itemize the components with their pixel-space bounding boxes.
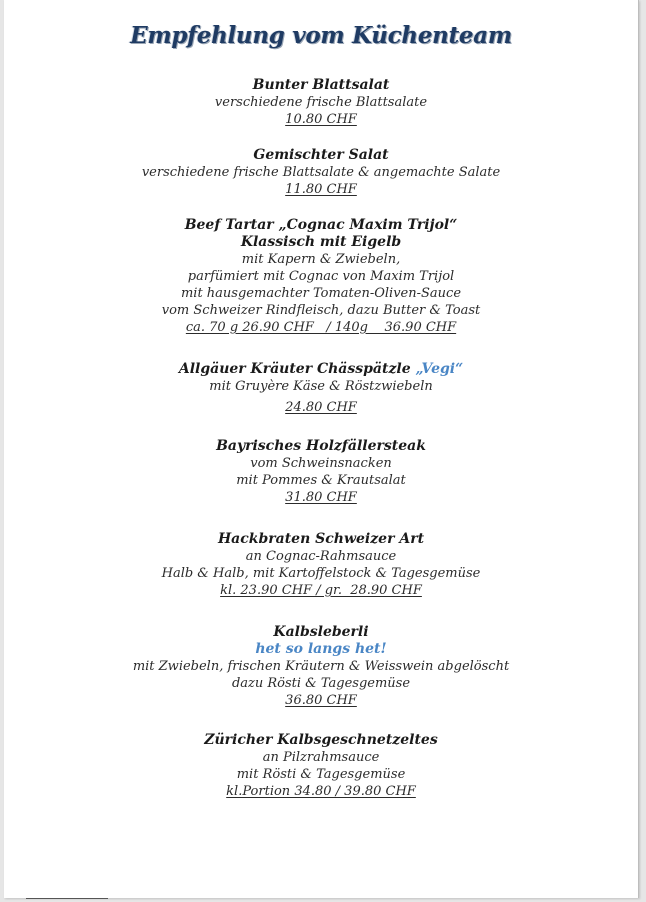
- dish-title: Kalbsleberli: [273, 624, 369, 640]
- dish-tagline: het so langs het!: [255, 641, 387, 657]
- dish-title: Beef Tartar „Cognac Maxim Trijol“: [184, 217, 458, 233]
- dish-description: mit Rösti & Tagesgemüse: [236, 767, 406, 782]
- dish-description: mit Pommes & Krautsalat: [236, 473, 406, 488]
- dish-description: verschiedene frische Blattsalate & angemachte Salate: [141, 165, 501, 180]
- dish-description: mit Zwiebeln, frischen Kräutern & Weisswein abgelöscht: [132, 659, 510, 674]
- menu-item-beef-tartar: [4, 217, 638, 336]
- dish-price: 31.80 CHF: [285, 490, 357, 505]
- dish-description: dazu Rösti & Tagesgemüse: [231, 676, 411, 691]
- dish-description: mit Kapern & Zwiebeln,: [241, 252, 401, 267]
- dish-description: Halb & Halb, mit Kartoffelstock & Tagesgemüse: [161, 566, 481, 581]
- dish-price: ca. 70 g 26.90 CHF / 140g 36.90 CHF: [185, 320, 457, 335]
- dish-description: vom Schweizer Rindfleisch, dazu Butter & Toast: [161, 303, 481, 318]
- dish-description: verschiedene frische Blattsalate: [214, 95, 428, 110]
- dish-description: parfümiert mit Cognac von Maxim Trijol: [187, 269, 455, 284]
- menu-item-kalbsgeschnetzeltes: [4, 732, 638, 800]
- dish-title: Gemischter Salat: [253, 147, 389, 163]
- dish-description: an Pilzrahmsauce: [262, 750, 380, 765]
- dish-price: 10.80 CHF: [285, 112, 357, 127]
- page-title: Empfehlung vom Küchenteam: [130, 22, 512, 49]
- dish-description: vom Schweinsnacken: [250, 456, 392, 471]
- menu-page: [4, 0, 639, 898]
- menu-item-gemischter-salat: [4, 147, 638, 198]
- dish-description: an Cognac-Rahmsauce: [245, 549, 397, 564]
- dish-price: kl.Portion 34.80 / 39.80 CHF: [226, 784, 416, 799]
- dish-title: Bayrisches Holzfällersteak: [216, 438, 426, 454]
- menu-item-hackbraten: [4, 531, 638, 599]
- dish-price: 36.80 CHF: [285, 693, 357, 708]
- dish-title: Züricher Kalbsgeschnetzeltes: [204, 732, 438, 748]
- dish-price: 11.80 CHF: [285, 182, 357, 197]
- dish-subtitle: Klassisch mit Eigelb: [240, 234, 402, 250]
- dish-title: Hackbraten Schweizer Art: [217, 531, 425, 547]
- menu-item-holzfaellersteak: [4, 438, 638, 506]
- dish-title: Allgäuer Kräuter Chässpätzle: [178, 361, 416, 377]
- dish-description: mit hausgemachter Tomaten-Oliven-Sauce: [180, 286, 462, 301]
- dish-price: 24.80 CHF: [285, 400, 357, 415]
- page-edge-divider: [26, 898, 108, 899]
- menu-item-bunter-blattsalat: [4, 77, 638, 128]
- dish-title-row: [4, 361, 638, 378]
- dish-price: kl. 23.90 CHF / gr. 28.90 CHF: [220, 583, 422, 598]
- menu-item-chaesspaetzle: [4, 361, 638, 416]
- dish-title: Bunter Blattsalat: [252, 77, 390, 93]
- dish-description: mit Gruyère Käse & Röstzwiebeln: [209, 379, 433, 394]
- menu-item-kalbsleberli: [4, 624, 638, 709]
- vegi-badge: „Vegi“: [415, 361, 464, 377]
